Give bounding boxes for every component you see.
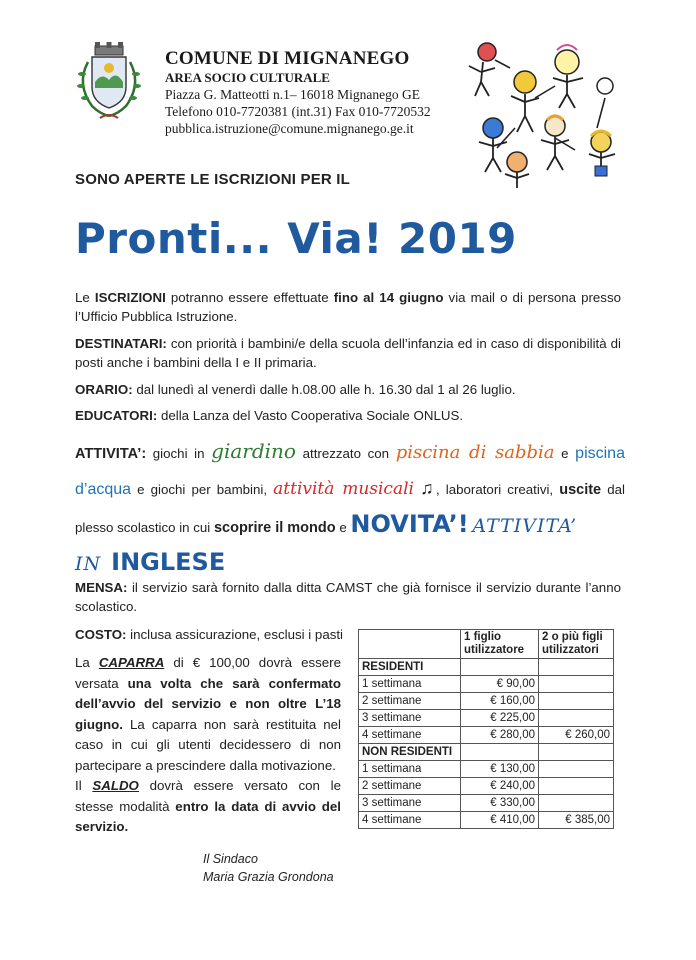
email-address: pubblica.istruzione@comune.mignanego.ge.it (165, 121, 414, 136)
phone-fax: Telefono 010-7720381 (int.31) Fax 010-7720532 (165, 104, 431, 119)
activities-label: ATTIVITA’: (75, 446, 147, 462)
canteen-label: MENSA: (75, 580, 128, 595)
section-row: NON RESIDENTI (359, 744, 614, 761)
table-row: 1 settimana € 130,00 (359, 761, 614, 778)
org-name: COMUNE DI MIGNANEGO (165, 48, 410, 69)
deposit-paragraph: La CAPARRA di € 100,00 dovrà essere versata una volta che sarà confermato dell’avvio del servizio e non oltre L’18 giugno. La caparra non sarà restituita nel caso in cui gli utenti decidessero di non partecipare a prescindere dalla motivazione. Il SALDO dovrà essere versato con le stesse modalità entro la data di avvio del servizio. (75, 655, 341, 834)
municipality-header (165, 48, 431, 137)
educators-paragraph: EDUCATORI: della Lanza del Vasto Cooperativa Sociale ONLUS. (75, 408, 464, 423)
signature-role: Il Sindaco (203, 852, 258, 866)
cost-label: COSTO: (75, 627, 127, 642)
table-row: 4 settimane € 410,00 € 385,00 (359, 812, 614, 829)
music-note-icon: ♫ (420, 478, 436, 498)
price-table (358, 629, 614, 829)
registration-open-heading: SONO APERTE LE ISCRIZIONI PER IL (75, 171, 351, 188)
coat-of-arms-logo (70, 42, 148, 126)
balance-word: SALDO (92, 778, 139, 793)
activities-paragraph: ATTIVITA’: giochi in giardino attrezzato con piscina di sabbia e piscina d’acqua e giochi per bambini, attività musicali ♫, laboratori creativi, uscite dal plesso scolastico in cui scoprire il mondo e NOVITA’! ATTIVITA’ IN INGLESE (75, 439, 625, 576)
cost-line: COSTO: inclusa assicurazione, esclusi i pasti (75, 627, 344, 642)
table-row: 1 settimana € 90,00 (359, 676, 614, 693)
table-row: 2 settimane € 160,00 (359, 693, 614, 710)
recipients-paragraph: DESTINATARI: con priorità i bambini/e della scuola dell’infanzia ed in caso di disponibilità di posti anche i bambini della I e II primaria. (75, 336, 621, 370)
recipients-label: DESTINATARI: (75, 336, 167, 351)
department-name: AREA SOCIO CULTURALE (165, 70, 330, 85)
table-row: 3 settimane € 225,00 (359, 710, 614, 727)
canteen-paragraph: MENSA: il servizio sarà fornito dalla ditta CAMST che già fornisce il servizio durante l’anno scolastico. (75, 580, 621, 614)
schedule-paragraph: ORARIO: dal lunedì al venerdì dalle h.08.00 alle h. 16.30 dal 1 al 26 luglio. (75, 382, 516, 397)
table-row: 4 settimane € 280,00 € 260,00 (359, 727, 614, 744)
table-header-empty (359, 630, 461, 659)
table-header-one-child: 1 figlio utilizzatore (461, 630, 539, 659)
signature-block (203, 850, 334, 886)
address: Piazza G. Matteotti n.1– 16018 Mignanego GE (165, 87, 420, 102)
table-row: 2 settimane € 240,00 (359, 778, 614, 795)
educators-label: EDUCATORI: (75, 408, 158, 423)
table-header-two-children: 2 o più figli utilizzatori (539, 630, 614, 659)
section-row: RESIDENTI (359, 659, 614, 676)
registration-paragraph: Le ISCRIZIONI potranno essere effettuate fino al 14 giugno via mail o di persona presso l’Ufficio Pubblica Istruzione. (75, 290, 622, 324)
table-header-row (359, 630, 614, 659)
signature-name: Maria Grazia Grondona (203, 870, 334, 884)
deposit-word: CAPARRA (98, 655, 165, 670)
table-row: 3 settimane € 330,00 (359, 795, 614, 812)
main-title: Pronti... Via! 2019 (75, 214, 517, 263)
children-illustration (455, 38, 630, 193)
schedule-label: ORARIO: (75, 382, 133, 397)
